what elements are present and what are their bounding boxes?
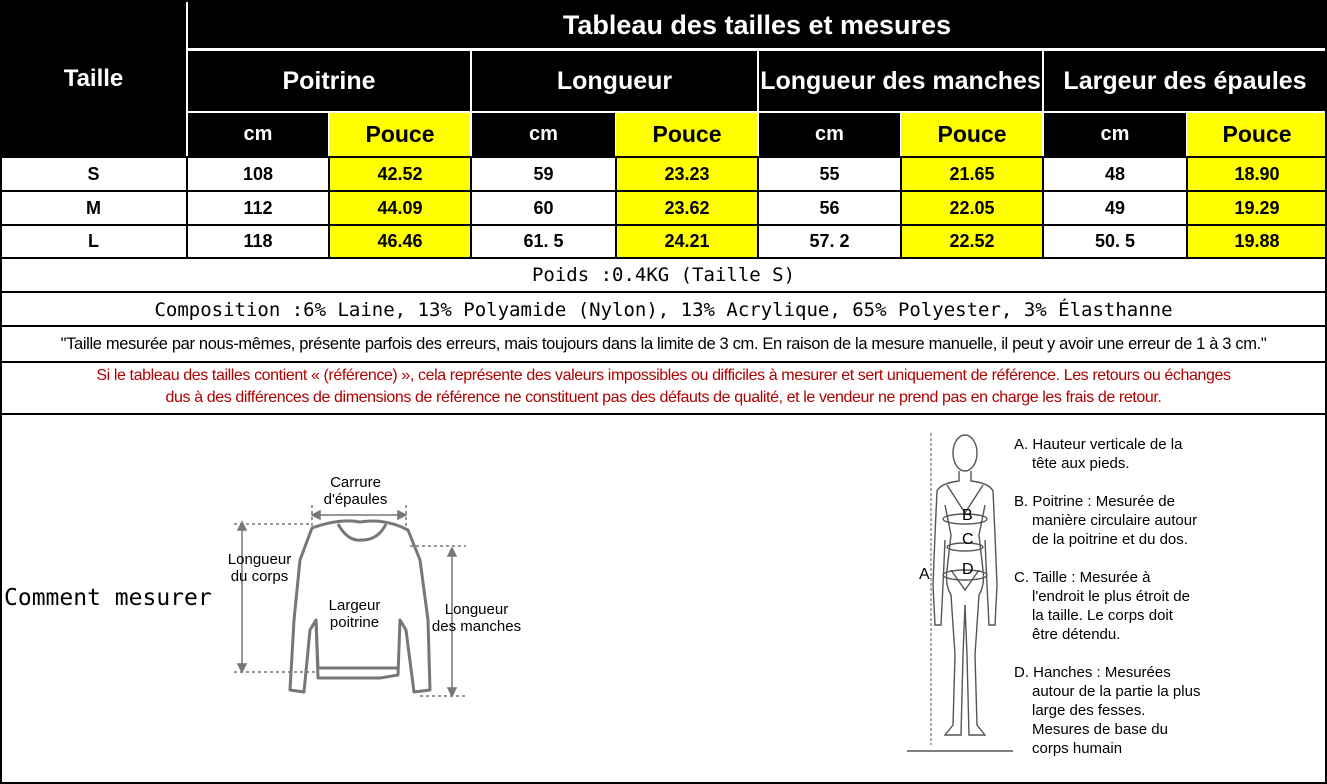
cell-value: 61. 5: [523, 231, 564, 251]
body-length-label: [212, 551, 307, 585]
cell-value: 42.52: [377, 163, 423, 184]
cell-value: 108: [242, 163, 274, 184]
unit-label: Pouce: [365, 121, 435, 147]
table-cell: [1043, 157, 1187, 191]
table-cell: [187, 191, 329, 225]
table-cell: [187, 225, 329, 258]
table-cell: [329, 225, 471, 258]
table-cell: [1187, 225, 1327, 258]
group-label: Poitrine: [282, 66, 376, 95]
table-cell: [616, 191, 758, 225]
legend-line: autour de la partie la plus: [1032, 683, 1201, 700]
chest-label: [312, 597, 397, 631]
size-value: S: [87, 163, 100, 184]
measurement-note-text: "Taille mesurée par nous-mêmes, présente parfois des erreurs, mais toujours dans la limite de 3 cm. En raison de la mesure manuelle, il peut y avoir une erreur de 1 à 3 cm.": [60, 334, 1267, 353]
letter: B: [962, 507, 973, 524]
table-cell: [758, 157, 901, 191]
cell-value: 118: [243, 231, 273, 251]
cell-value: 22.05: [949, 197, 995, 218]
weight-row: [0, 259, 1327, 291]
table-cell: [1043, 225, 1187, 258]
unit-label: cm: [529, 123, 558, 145]
reference-note-line1: Si le tableau des tailles contient « (référence) », cela représente des valeurs impossibles ou difficiles à mesurer et sert uniquement de référence. Les retours ou échanges: [96, 367, 1231, 384]
legend-line: corps humain: [1032, 740, 1123, 757]
table-cell: [471, 191, 616, 225]
body-letter-a: [919, 566, 930, 584]
label-line: Longueur: [227, 551, 292, 568]
cell-value: 60: [533, 197, 554, 218]
cell-value: 19.88: [1234, 231, 1280, 251]
label-line: du corps: [230, 568, 289, 585]
legend-line: D. Hanches : Mesurées: [1014, 664, 1171, 681]
group-header-length: [471, 50, 758, 112]
group-label: Longueur des manches: [760, 66, 1041, 95]
group-header-chest: [187, 50, 471, 112]
reference-note: [0, 365, 1327, 413]
cell-value: 49: [1104, 197, 1126, 218]
reference-note-line2: dus à des différences de dimensions de référence ne constituent pas des défauts de qualité, et le vendeur ne prend pas en charge les frais de retour.: [165, 389, 1162, 406]
body-letter-d: [962, 561, 974, 579]
cell-value: 18.90: [1234, 163, 1280, 184]
unit-label: cm: [243, 123, 273, 145]
unit-label: Pouce: [1222, 121, 1292, 147]
table-cell: [758, 191, 901, 225]
sleeve-label: [424, 601, 529, 635]
unit-inch-header: [616, 112, 758, 157]
size-value: L: [88, 231, 99, 251]
letter: C: [962, 531, 974, 548]
size-value: M: [86, 197, 101, 218]
body-letter-c: [962, 531, 974, 549]
table-title-text: Tableau des tailles et mesures: [562, 9, 952, 40]
legend-line: manière circulaire autour: [1032, 512, 1198, 529]
legend-line: être détendu.: [1032, 626, 1121, 643]
how-to-title-text: Comment mesurer: [4, 585, 212, 611]
table-cell: [471, 225, 616, 258]
unit-inch-header: [329, 112, 471, 157]
cell-value: 23.62: [664, 197, 710, 218]
size-header: [0, 0, 187, 157]
unit-cm-header: [758, 112, 901, 157]
group-label: Longueur: [556, 66, 673, 95]
label-line: Carrure: [330, 474, 381, 491]
label-line: Largeur: [328, 597, 381, 614]
table-cell: [758, 225, 901, 258]
measurement-note: [0, 327, 1327, 361]
label-line: poitrine: [329, 614, 380, 631]
unit-cm-header: [471, 112, 616, 157]
table-cell: [901, 191, 1043, 225]
legend-line: large des fesses.: [1032, 702, 1146, 719]
cell-value: 55: [819, 163, 840, 184]
table-cell: [901, 157, 1043, 191]
table-cell: [329, 157, 471, 191]
label-line: Longueur: [444, 601, 509, 618]
table-cell: [187, 157, 329, 191]
cell-value: 59: [533, 163, 554, 184]
table-cell: [471, 157, 616, 191]
legend-line: l'endroit le plus étroit de: [1032, 588, 1190, 605]
unit-inch-header: [901, 112, 1043, 157]
table-cell: [329, 191, 471, 225]
table-cell: [1187, 157, 1327, 191]
table-cell: [901, 225, 1043, 258]
table-cell: [1043, 191, 1187, 225]
cell-value: 56: [819, 197, 840, 218]
letter: A: [919, 566, 930, 583]
cell-value: 112: [243, 197, 273, 218]
cell-value: 50. 5: [1094, 231, 1136, 251]
legend-line: A. Hauteur verticale de la: [1014, 436, 1183, 453]
cell-value: 46.46: [377, 231, 423, 251]
unit-label: cm: [1100, 123, 1130, 145]
table-cell: [616, 157, 758, 191]
group-label: Largeur des épaules: [1063, 66, 1307, 95]
size-header-label: Taille: [63, 64, 124, 92]
how-to-title: [4, 585, 212, 611]
cell-value: 44.09: [377, 197, 423, 218]
legend-line: B. Poitrine : Mesurée de: [1014, 493, 1175, 510]
group-header-sleeve: [758, 50, 1043, 112]
table-cell: [616, 225, 758, 258]
cell-value: 23.23: [664, 163, 710, 184]
cell-value: 19.29: [1234, 197, 1280, 218]
composition-row: [0, 293, 1327, 326]
unit-cm-header: [187, 112, 329, 157]
unit-inch-header: [1187, 112, 1327, 157]
table-row-size: [0, 225, 187, 258]
letter: D: [962, 561, 974, 578]
legend-line: tête aux pieds.: [1032, 455, 1130, 472]
legend-line: Mesures de base du: [1032, 721, 1168, 738]
unit-label: Pouce: [937, 121, 1007, 147]
unit-label: cm: [815, 123, 844, 145]
unit-label: Pouce: [652, 121, 722, 147]
label-line: d'épaules: [323, 491, 388, 508]
cell-value: 48: [1104, 163, 1126, 184]
composition-text: Composition :6% Laine, 13% Polyamide (Nylon), 13% Acrylique, 65% Polyester, 3% Élasthanne: [154, 298, 1173, 321]
cell-value: 21.65: [949, 163, 995, 184]
legend-line: C. Taille : Mesurée à: [1014, 569, 1151, 586]
body-letter-b: [962, 507, 973, 525]
table-title: [187, 0, 1327, 50]
unit-cm-header: [1043, 112, 1187, 157]
group-header-shoulder: [1043, 50, 1327, 112]
table-row-size: [0, 157, 187, 191]
cell-value: 22.52: [949, 231, 995, 251]
cell-value: 57. 2: [809, 231, 850, 251]
label-line: des manches: [431, 618, 522, 635]
shoulder-label: [308, 474, 403, 508]
cell-value: 24.21: [664, 231, 710, 251]
legend-line: la taille. Le corps doit: [1032, 607, 1173, 624]
weight-text: Poids :0.4KG (Taille S): [531, 264, 796, 286]
table-cell: [1187, 191, 1327, 225]
body-diagram: [905, 425, 1015, 760]
table-row-size: [0, 191, 187, 225]
legend-line: de la poitrine et du dos.: [1032, 531, 1188, 548]
